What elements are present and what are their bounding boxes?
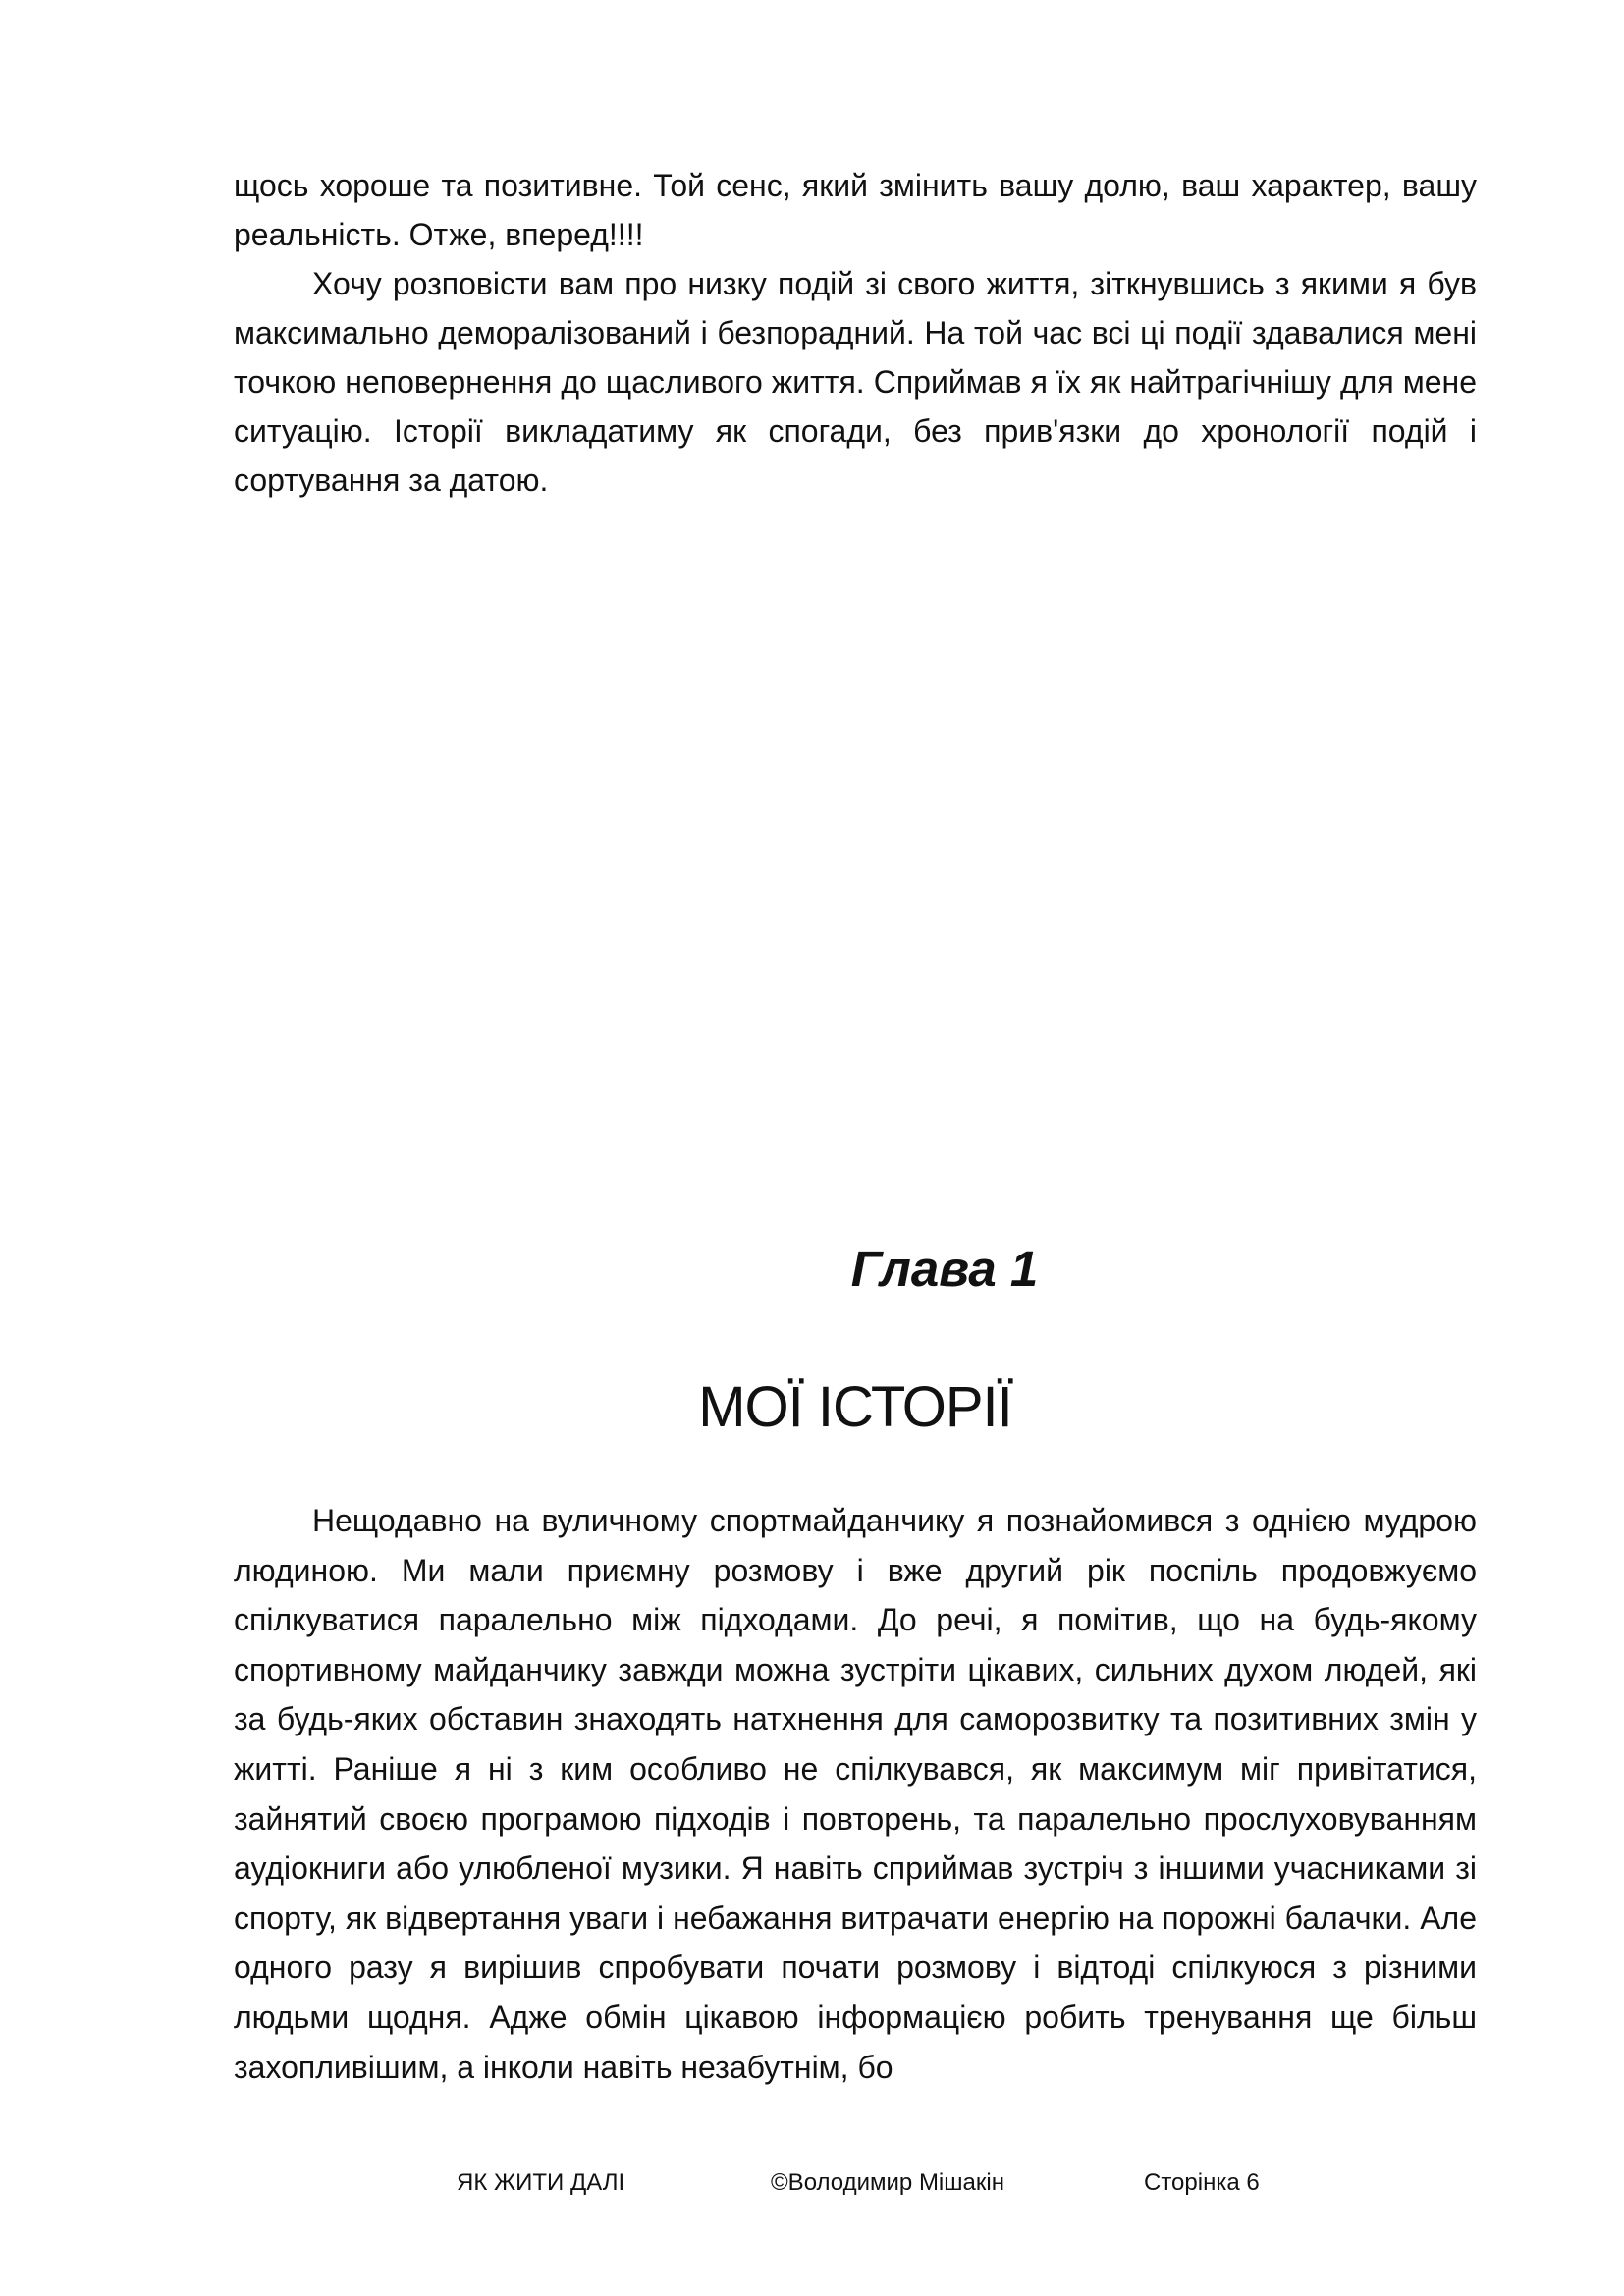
story-section <box>234 1496 1477 2092</box>
intro-paragraph: Хочу розповісти вам про низку подій зі свого життя, зіткнувшись з якими я був максимально деморалізований і безпорадний. На той час всі ці події здавалися мені точкою неповернення до щасливого життя. Сприймав я їх як найтрагічнішу для мене ситуацію. Історії викладатиму як спогади, без прив'язки до хронології подій і сортування за датою. <box>234 266 1477 498</box>
footer-book-title: ЯК ЖИТИ ДАЛІ <box>457 2169 625 2196</box>
page-footer <box>0 2165 1624 2201</box>
story-paragraph: Нещодавно на вуличному спортмайданчику я познайомився з однією мудрою людиною. Ми мали приємну розмову і вже другий рік поспіль продовжуємо спілкуватися паралельно між підходами. До речі, я помітив, що на будь-якому спортивному майданчику завжди можна зустріти цікавих, сильних духом людей, які за будь-яких обставин знаходять натхнення для саморозвитку та позитивних змін у житті. Раніше я ні з ким особливо не спілкувався, як максимум міг привітатися, зайнятий своєю програмою підходів і повторень, та паралельно прослуховуванням аудіокниги або улюбленої музики. Я навіть сприймав зустріч з іншими учасниками зі спорту, як відвертання уваги і небажання витрачати енергію на порожні балачки. Але одного разу я вирішив спробувати почати розмову і відтоді спілкуюся з різними людьми щодня. Адже обмін цікавою інформацією робить тренування ще більш захопливішим, а інколи навіть незабутнім, бо <box>234 1503 1477 2085</box>
footer-author: ©Володимир Мішакін <box>771 2169 1004 2196</box>
intro-section <box>234 161 1477 505</box>
intro-paragraph-continuation: щось хороше та позитивне. Той сенс, який змінить вашу долю, ваш характер, вашу реальність. Отже, вперед!!!! <box>234 168 1477 252</box>
footer-page-number: Сторінка 6 <box>1144 2169 1260 2196</box>
chapter-label: Глава 1 <box>850 1241 1039 1297</box>
chapter-title: МОЇ ІСТОРІЇ <box>698 1375 1012 1439</box>
